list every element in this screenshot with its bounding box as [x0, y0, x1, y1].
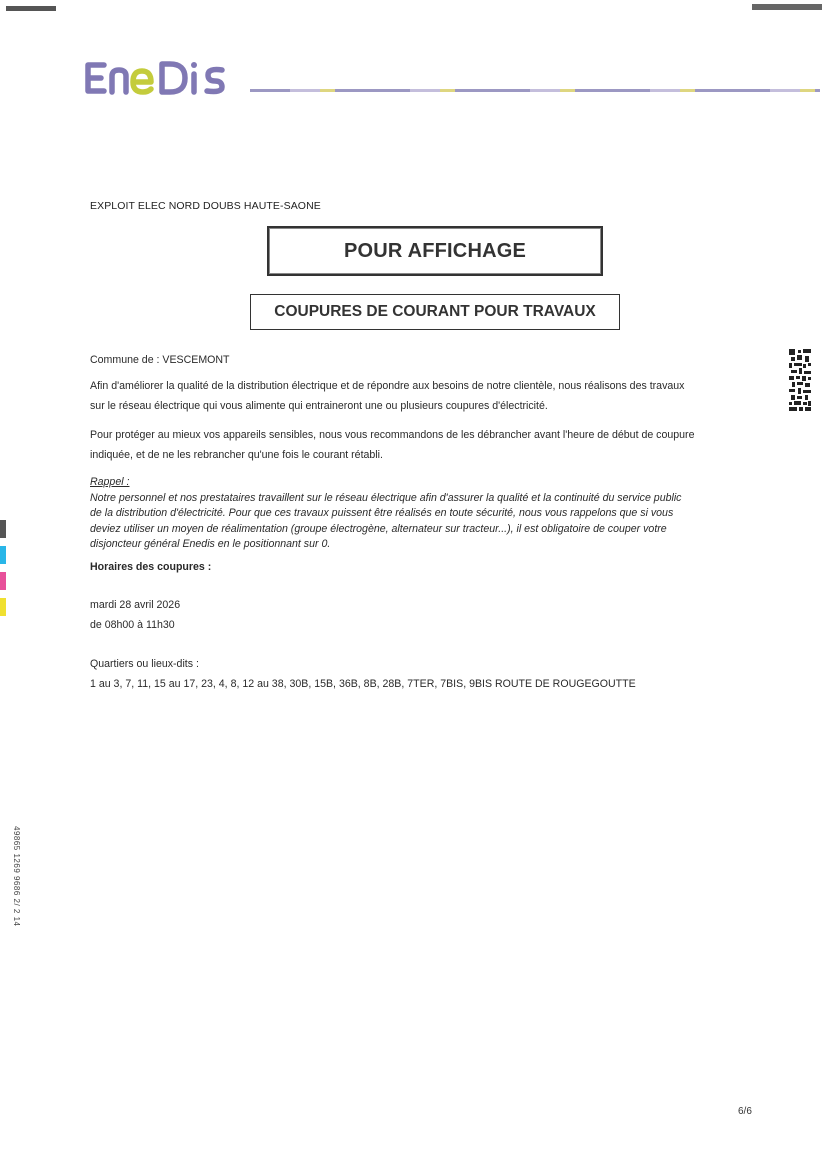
scan-color-bar-magenta [0, 572, 6, 590]
rappel-line-3: deviez utiliser un moyen de réalimentation (groupe électrogène, alternateur sur tracteur...), il est obligatoire de couper votre [90, 522, 667, 535]
quartiers-block [90, 654, 636, 694]
sender-department: EXPLOIT ELEC NORD DOUBS HAUTE-SAONE [90, 200, 321, 212]
scan-mark-top-left [6, 6, 56, 11]
paragraph-1-line-1: Afin d'améliorer la qualité de la distribution électrique et de répondre aux besoins de notre clientèle, nous réalisons des travaux [90, 380, 685, 392]
page-number: 6/6 [738, 1106, 752, 1117]
quartiers-label: Quartiers ou lieux-dits : [90, 658, 199, 670]
commune-line: Commune de : VESCEMONT [90, 354, 230, 366]
paragraph-1 [90, 376, 684, 416]
header-rule [250, 89, 820, 92]
outage-schedule [90, 595, 180, 635]
outage-date: mardi 28 avril 2026 [90, 599, 181, 611]
main-title: POUR AFFICHAGE [267, 226, 603, 276]
sub-title: COUPURES DE COURANT POUR TRAVAUX [250, 294, 620, 330]
rappel-line-1: Notre personnel et nos prestataires travaillent sur le réseau électrique afin d'assurer la qualité et la continuité du service public [90, 491, 682, 504]
rappel-block [90, 475, 681, 553]
paragraph-2-line-2: indiquée, et de ne les rebrancher qu'une fois le courant rétabli. [90, 449, 383, 461]
rappel-line-2: de la distribution d'électricité. Pour que ces travaux puissent être réalisés en toute sécurité, nous vous rappelons que si vous [90, 507, 674, 519]
quartiers-list: 1 au 3, 7, 11, 15 au 17, 23, 4, 8, 12 au 38, 30B, 15B, 36B, 8B, 28B, 7TER, 7BIS, 9BIS ROUTE DE ROUGEGOUTTE [90, 678, 636, 690]
enedis-logo [82, 56, 242, 100]
scan-color-bar-black [0, 520, 6, 538]
rappel-label: Rappel : [90, 476, 130, 488]
paragraph-2 [90, 425, 694, 465]
rappel-line-4: disjoncteur général Enedis en le positionnant sur 0. [90, 538, 331, 550]
outage-time: de 08h00 à 11h30 [90, 619, 175, 631]
qr-code-icon [789, 349, 811, 411]
scan-color-bar-cyan [0, 546, 6, 564]
margin-code: 49865 1269 9686 2/ 2 14 [12, 826, 21, 927]
scan-mark-top-right [752, 4, 822, 10]
paragraph-2-line-1: Pour protéger au mieux vos appareils sensibles, nous vous recommandons de les débrancher avant l'heure de début de coupure [90, 429, 695, 441]
scan-color-bar-yellow [0, 598, 6, 616]
horaires-label: Horaires des coupures : [90, 561, 212, 573]
paragraph-1-line-2: sur le réseau électrique qui vous alimente qui entraineront une ou plusieurs coupures d'électricité. [90, 400, 548, 412]
